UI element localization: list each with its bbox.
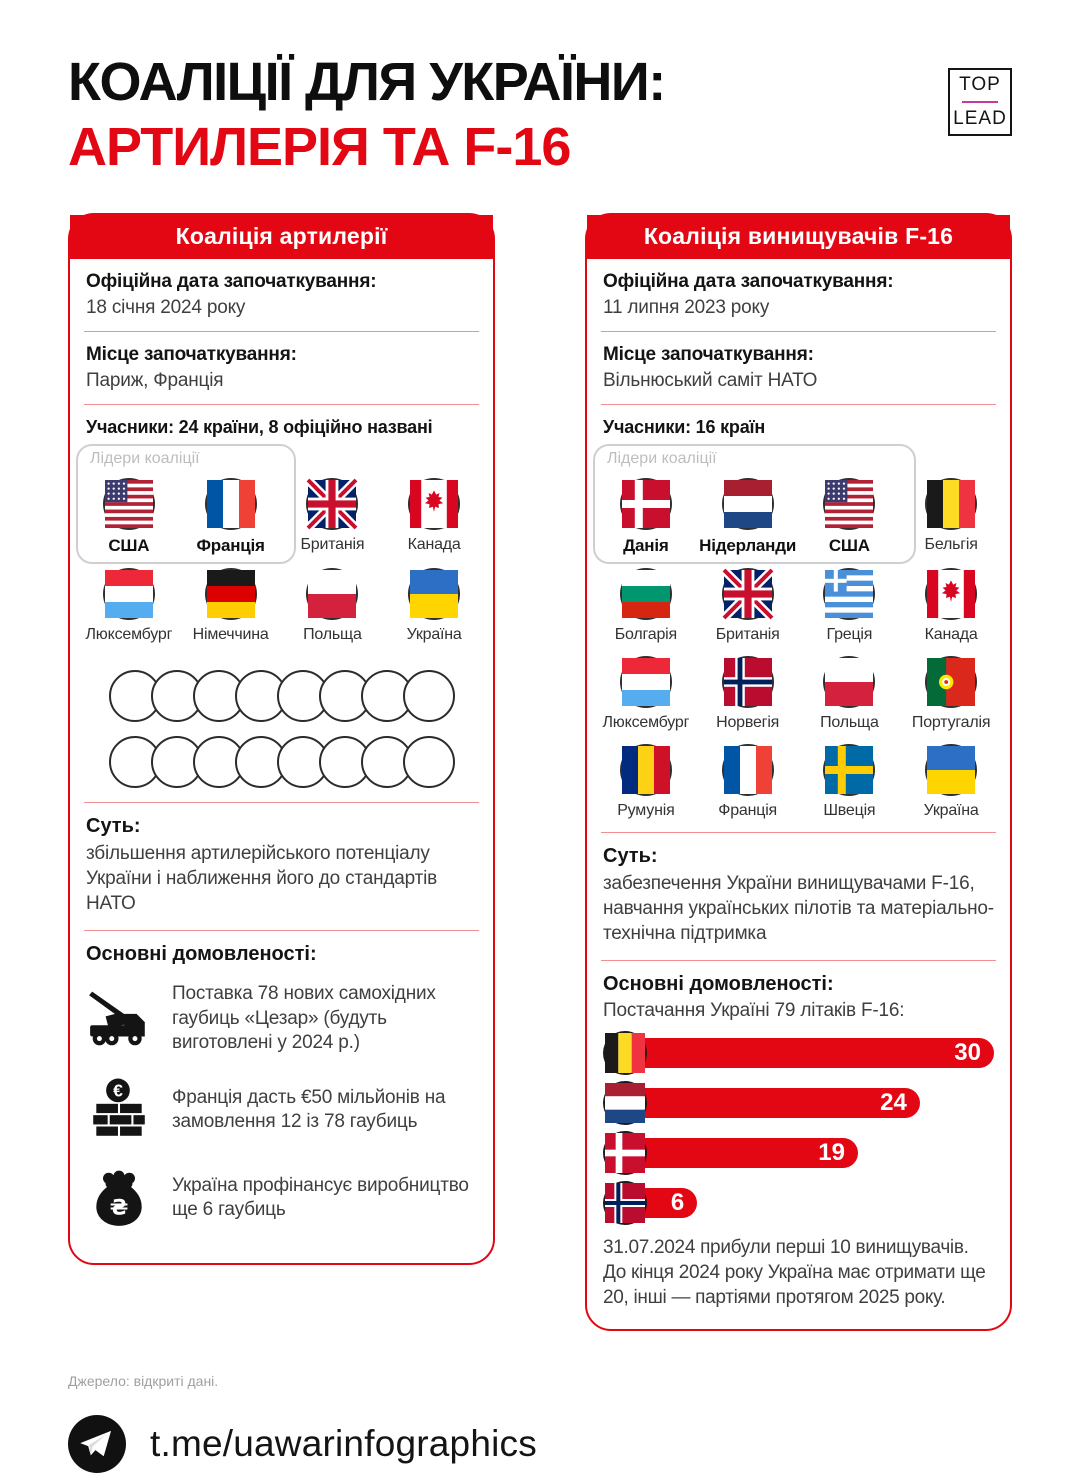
flag-label: Канада bbox=[924, 626, 978, 644]
artillery-date-section bbox=[70, 259, 493, 331]
flag-cell-poland bbox=[799, 652, 901, 734]
coalition-leaders-label: Лідери коаліції bbox=[90, 450, 200, 468]
flag-cell-romania bbox=[595, 740, 697, 822]
source-note: Джерело: відкриті дані. bbox=[68, 1372, 219, 1389]
euro-money-icon bbox=[86, 1077, 152, 1143]
essence-text: збільшення артилерійського потенціалу України і наближення його до стандартів НАТО bbox=[86, 843, 437, 914]
flag-poland-icon bbox=[306, 568, 358, 620]
bar-row-denmark bbox=[603, 1130, 994, 1176]
artillery-place-section bbox=[70, 332, 493, 404]
agreements-label: Основні домовленості: bbox=[86, 943, 317, 966]
flag-cell-france bbox=[697, 740, 799, 822]
flag-poland-icon bbox=[823, 656, 875, 708]
bar-track bbox=[623, 1138, 994, 1168]
flag-cell-poland bbox=[282, 564, 384, 646]
bar bbox=[623, 1038, 994, 1068]
page-title-line1: КОАЛІЦІЇ ДЛЯ УКРАЇНИ: bbox=[68, 52, 665, 112]
flag-cell-uk bbox=[282, 446, 384, 558]
unnamed-country-circle bbox=[403, 736, 455, 788]
flag-netherlands-icon bbox=[722, 478, 774, 530]
flag-label: Франція bbox=[718, 802, 778, 820]
flag-cell-ukraine bbox=[383, 564, 485, 646]
flag-france-icon bbox=[205, 478, 257, 530]
telegram-icon bbox=[68, 1415, 126, 1473]
agreement-text: Франція дасть €50 мільйонів на замовлення 12 із 78 гаубиць bbox=[172, 1087, 446, 1133]
flag-label: США bbox=[108, 536, 150, 556]
artillery-unnamed-countries bbox=[70, 656, 493, 802]
flag-ukraine-icon bbox=[408, 568, 460, 620]
place-value: Вільнюський саміт НАТО bbox=[603, 370, 818, 392]
agreement-text: Поставка 78 нових самохідних гаубиць «Цезар» (будуть виготовлені у 2024 р.) bbox=[172, 983, 436, 1054]
bar bbox=[623, 1138, 858, 1168]
unnamed-countries-row bbox=[78, 670, 485, 722]
flag-norway-icon bbox=[722, 656, 774, 708]
essence-label: Суть: bbox=[603, 845, 658, 868]
flag-label: Румунія bbox=[617, 802, 675, 820]
f16-place-section bbox=[587, 332, 1010, 404]
bar-value: 30 bbox=[954, 1039, 981, 1067]
bar bbox=[623, 1088, 920, 1118]
flag-romania-icon bbox=[620, 744, 672, 796]
flag-label: Канада bbox=[407, 536, 461, 554]
bar-value: 24 bbox=[880, 1089, 907, 1117]
date-value: 18 січня 2024 року bbox=[86, 297, 246, 319]
flag-luxembourg-icon bbox=[103, 568, 155, 620]
artillery-essence bbox=[70, 803, 493, 930]
place-label: Місце започаткування: bbox=[86, 344, 297, 366]
flag-label: Україна bbox=[406, 626, 462, 644]
flag-sweden-icon bbox=[823, 744, 875, 796]
flag-label: Болгарія bbox=[614, 626, 678, 644]
flag-belgium-icon bbox=[603, 1031, 647, 1075]
telegram-handle: t.me/uawarinfographics bbox=[150, 1422, 537, 1464]
money-bag-icon bbox=[86, 1165, 152, 1231]
agreement-text: Україна профінансує виробництво ще 6 гаубиць bbox=[172, 1175, 469, 1221]
howitzer-icon bbox=[86, 986, 152, 1052]
unnamed-countries-row bbox=[78, 736, 485, 788]
flag-label: США bbox=[828, 536, 870, 556]
place-label: Місце започаткування: bbox=[603, 344, 814, 366]
bar-track bbox=[623, 1038, 994, 1068]
coalition-leaders-label: Лідери коаліції bbox=[607, 450, 717, 468]
flag-belgium-icon bbox=[925, 478, 977, 530]
f16-agreements bbox=[587, 961, 1010, 1328]
flag-greece-icon bbox=[823, 568, 875, 620]
card-f16 bbox=[585, 213, 1012, 1330]
flag-cell-ukraine bbox=[900, 740, 1002, 822]
date-label: Офіційна дата започаткування: bbox=[603, 271, 894, 293]
flag-cell-canada bbox=[900, 564, 1002, 646]
flag-canada-icon bbox=[408, 478, 460, 530]
flag-portugal-icon bbox=[925, 656, 977, 708]
header bbox=[0, 0, 1080, 175]
flag-label: Україна bbox=[923, 802, 979, 820]
flag-denmark-icon bbox=[620, 478, 672, 530]
flag-label: Польща bbox=[820, 714, 879, 732]
agreements-list bbox=[86, 982, 477, 1231]
flag-label: Греція bbox=[826, 626, 873, 644]
page-title-line2: АРТИЛЕРІЯ ТА F-16 bbox=[68, 116, 571, 177]
flag-cell-germany bbox=[180, 564, 282, 646]
agreement-item bbox=[86, 1077, 477, 1143]
flag-cell-uk bbox=[697, 564, 799, 646]
f16-essence bbox=[587, 833, 1010, 960]
svg-text:₴: ₴ bbox=[109, 1195, 129, 1221]
artillery-flags-grid bbox=[70, 442, 493, 656]
flag-cell-greece bbox=[799, 564, 901, 646]
f16-bar-chart bbox=[603, 1030, 994, 1226]
flag-label: Люксембург bbox=[602, 714, 690, 732]
logo-top-text: TOP bbox=[959, 74, 1001, 95]
flag-cell-canada bbox=[383, 446, 485, 558]
flag-label: Бельгія bbox=[924, 536, 978, 554]
flag-bulgaria-icon bbox=[620, 568, 672, 620]
flag-cell-portugal bbox=[900, 652, 1002, 734]
flag-denmark-icon bbox=[603, 1131, 647, 1175]
date-label: Офіційна дата започаткування: bbox=[86, 271, 377, 293]
flag-label: Франція bbox=[196, 536, 265, 556]
flag-netherlands-icon bbox=[603, 1081, 647, 1125]
flag-label: Британія bbox=[715, 626, 780, 644]
flag-usa-icon bbox=[823, 478, 875, 530]
flag-canada-icon bbox=[925, 568, 977, 620]
flag-label: Люксембург bbox=[85, 626, 173, 644]
cards-row bbox=[0, 213, 1080, 1330]
f16-date-section bbox=[587, 259, 1010, 331]
card-artillery-title: Коаліція артилерії bbox=[70, 215, 493, 259]
flag-ukraine-icon bbox=[925, 744, 977, 796]
artillery-agreements bbox=[70, 931, 493, 1263]
flag-france-icon bbox=[722, 744, 774, 796]
bar-row-norway bbox=[603, 1180, 994, 1226]
flag-norway-icon bbox=[603, 1181, 647, 1225]
card-artillery bbox=[68, 213, 495, 1265]
flag-luxembourg-icon bbox=[620, 656, 672, 708]
telegram-link[interactable] bbox=[0, 1415, 1080, 1473]
flag-label: Данія bbox=[623, 536, 669, 556]
flag-uk-icon bbox=[722, 568, 774, 620]
card-f16-title: Коаліція винищувачів F-16 bbox=[587, 215, 1010, 259]
place-value: Париж, Франція bbox=[86, 370, 224, 392]
bar-track bbox=[623, 1188, 994, 1218]
flag-label: Німеччина bbox=[192, 626, 269, 644]
bar-chart-title: Постачання Україні 79 літаків F-16: bbox=[603, 1000, 905, 1022]
flag-label: Нідерланди bbox=[699, 536, 797, 556]
bar-value: 6 bbox=[670, 1189, 685, 1217]
f16-delivery-note: 31.07.2024 прибули перші 10 винищувачів. До кінця 2024 року Україна має отримати ще 20, інші — партіями протягом 2025 року. bbox=[603, 1237, 986, 1308]
flag-usa-icon bbox=[103, 478, 155, 530]
flag-uk-icon bbox=[306, 478, 358, 530]
essence-label: Суть: bbox=[86, 815, 141, 838]
agreement-item bbox=[86, 1165, 477, 1231]
unnamed-country-circle bbox=[403, 670, 455, 722]
flag-cell-bulgaria bbox=[595, 564, 697, 646]
flag-cell-norway bbox=[697, 652, 799, 734]
bar-row-netherlands bbox=[603, 1080, 994, 1126]
flag-cell-luxembourg bbox=[78, 564, 180, 646]
flag-cell-luxembourg bbox=[595, 652, 697, 734]
logo-bottom-text: LEAD bbox=[953, 108, 1007, 129]
flag-label: Португалія bbox=[911, 714, 991, 732]
flag-cell-sweden bbox=[799, 740, 901, 822]
flag-label: Британія bbox=[300, 536, 365, 554]
flag-label: Норвегія bbox=[716, 714, 780, 732]
logo-divider-line bbox=[962, 101, 998, 103]
flag-germany-icon bbox=[205, 568, 257, 620]
flag-label: Швеція bbox=[823, 802, 876, 820]
svg-text:€: € bbox=[113, 1080, 123, 1101]
agreements-label: Основні домовленості: bbox=[603, 973, 834, 996]
flag-label: Польща bbox=[303, 626, 362, 644]
f16-flags-grid bbox=[587, 442, 1010, 832]
flag-cell-usa bbox=[799, 446, 901, 558]
flag-cell-belgium bbox=[900, 446, 1002, 558]
agreement-item bbox=[86, 982, 477, 1055]
date-value: 11 липня 2023 року bbox=[603, 297, 770, 319]
artillery-participants: Учасники: 24 країни, 8 офіційно названі bbox=[86, 417, 433, 438]
bar-row-belgium bbox=[603, 1030, 994, 1076]
toplead-logo bbox=[948, 68, 1012, 136]
bar-track bbox=[623, 1088, 994, 1118]
bar-value: 19 bbox=[818, 1139, 845, 1167]
f16-participants: Учасники: 16 країн bbox=[603, 417, 766, 438]
essence-text: забезпечення України винищувачами F-16, навчання українських пілотів та матеріально-технічна підтримка bbox=[603, 873, 994, 944]
